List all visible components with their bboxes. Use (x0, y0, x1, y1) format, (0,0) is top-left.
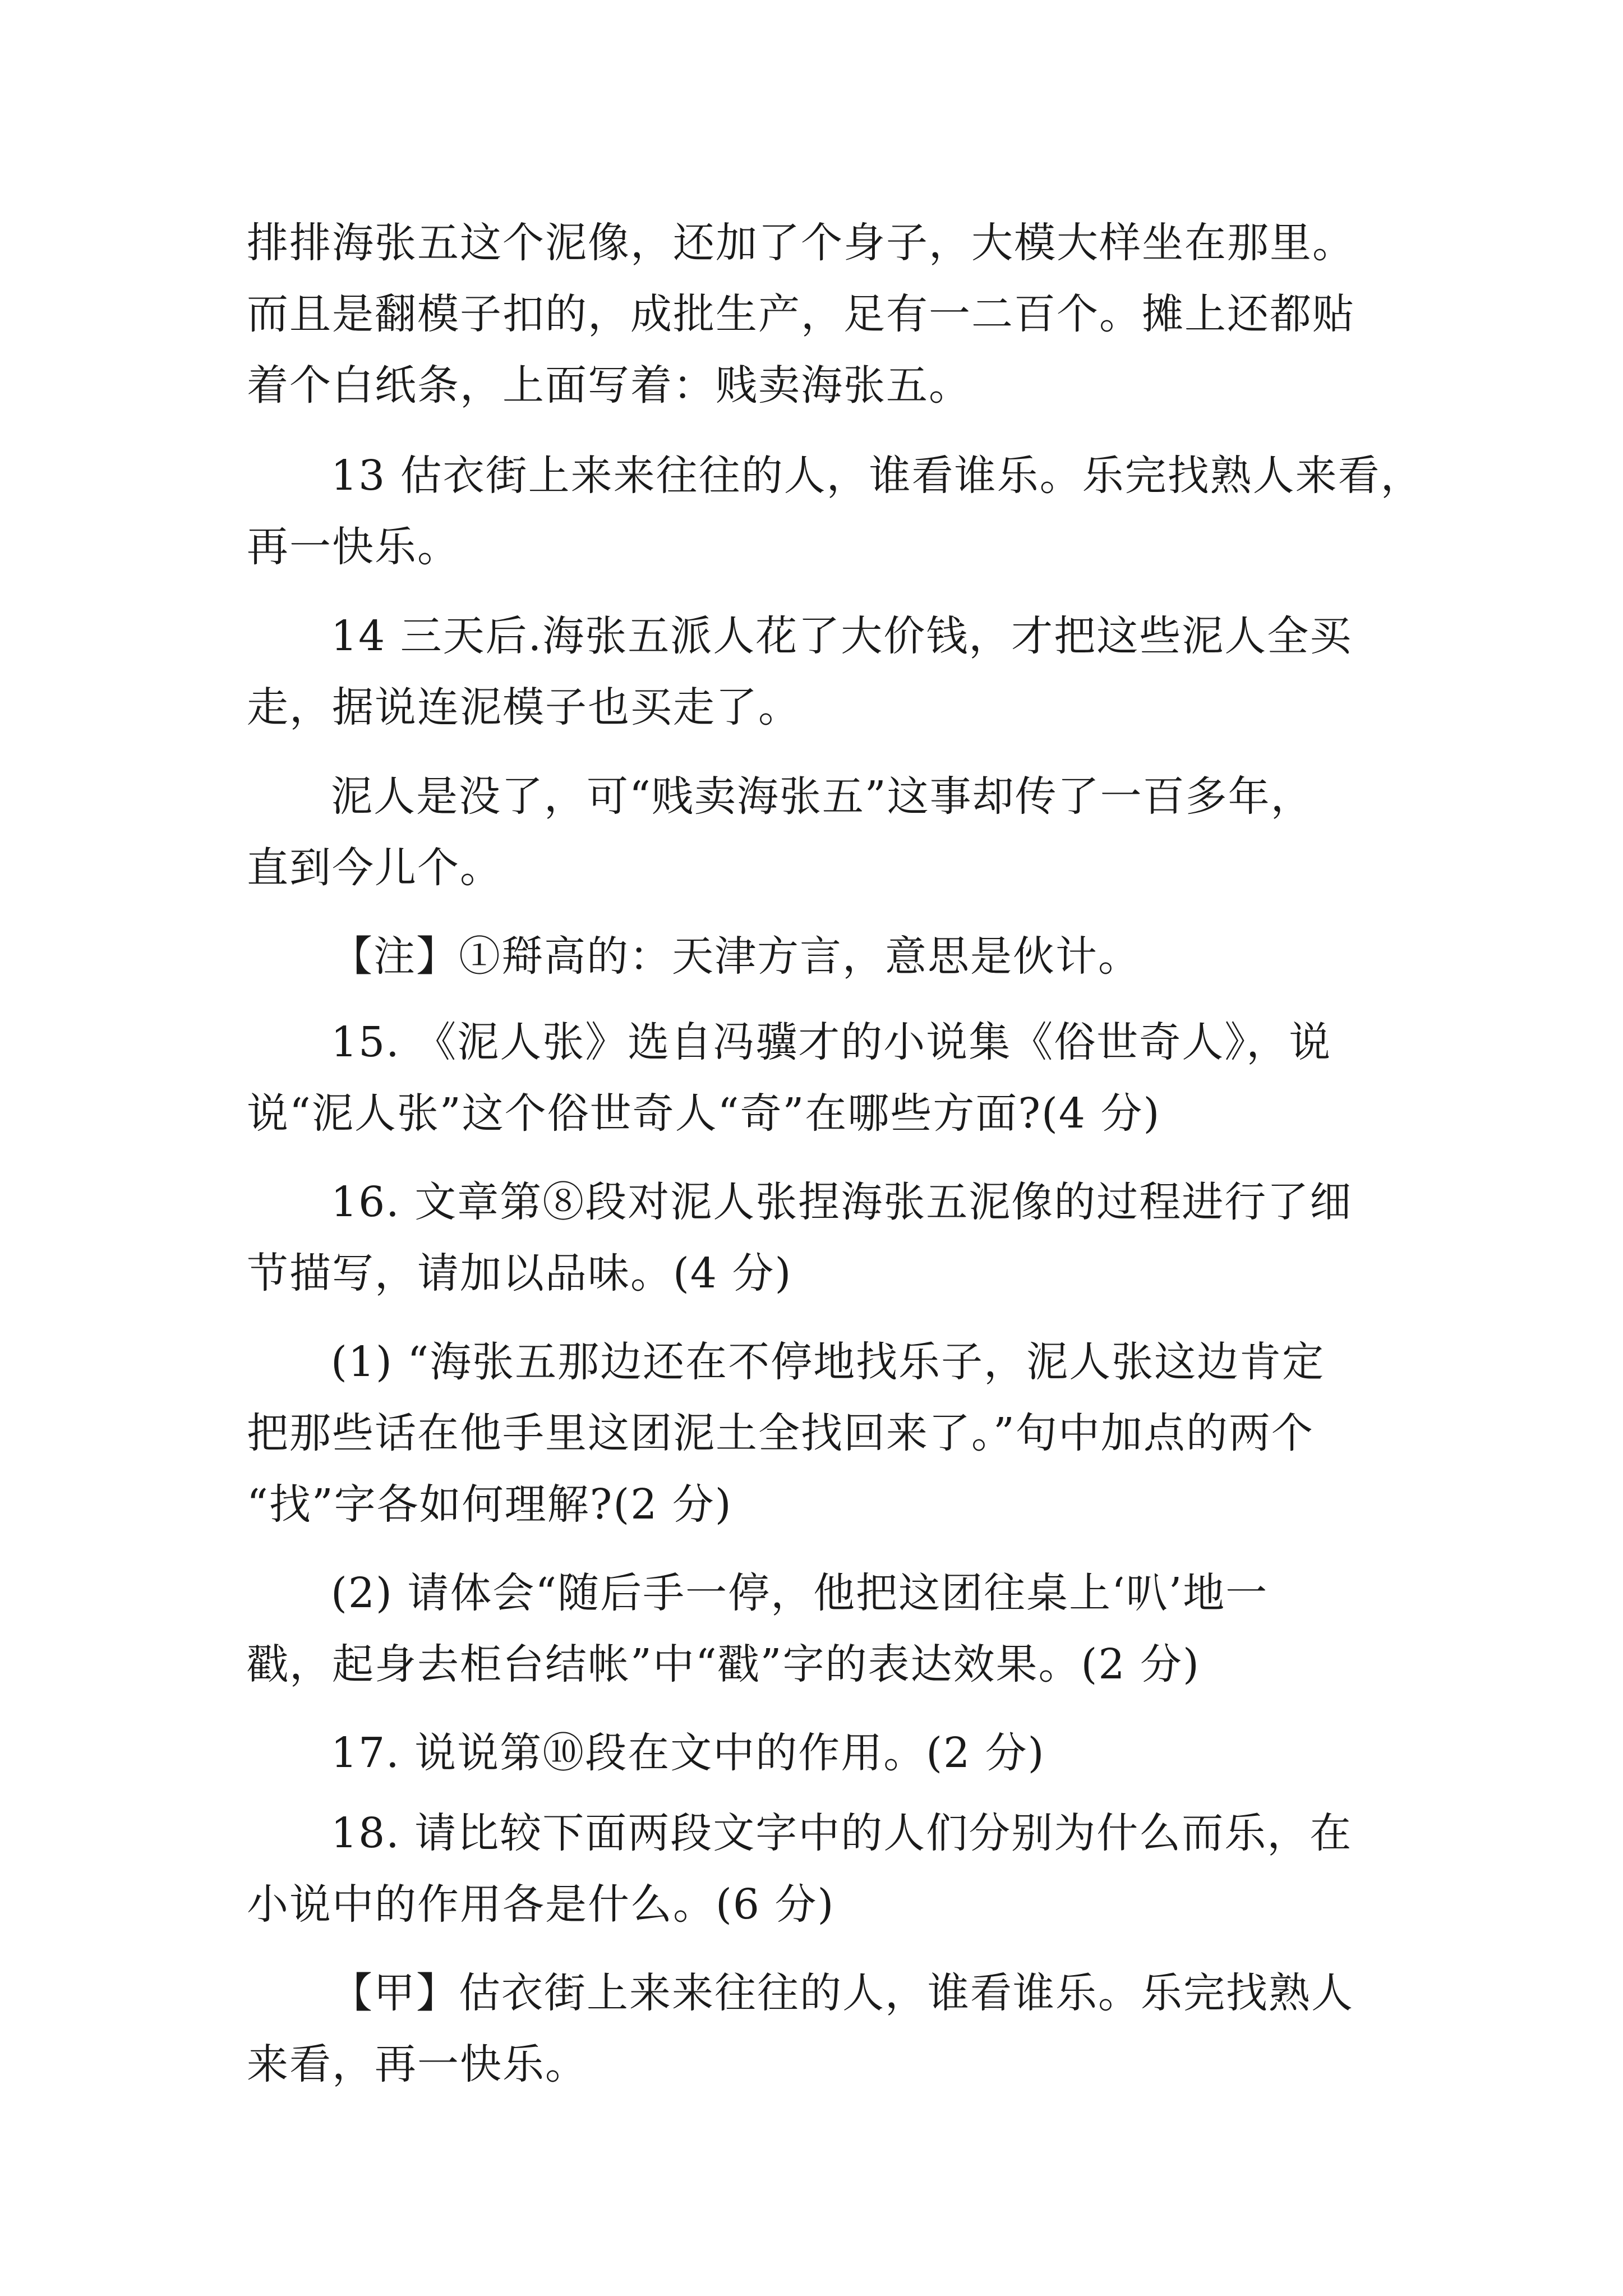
text-line: 再一快乐。 (247, 523, 460, 571)
excerpt-jia: 【甲】估衣街上来来往往的人，谁看谁乐。乐完找熟人 (331, 1969, 1354, 2017)
question-16: 16. 文章第⑧段对泥人张捏海张五泥像的过程进行了细 (331, 1178, 1353, 1226)
text-line: 说“泥人张”这个俗世奇人“奇”在哪些方面?(4 分) (247, 1089, 1161, 1138)
text-line: 节描写，请加以品味。(4 分) (247, 1249, 792, 1297)
text-line: 着个白纸条，上面写着：贱卖海张五。 (247, 361, 971, 409)
text-line: 来看，再一快乐。 (247, 2040, 588, 2088)
paragraph-14-start: 14 三天后.海张五派人花了大价钱，才把这些泥人全买 (331, 612, 1353, 660)
text-line: 小说中的作用各是什么。(6 分) (247, 1880, 835, 1929)
question-18: 18. 请比较下面两段文字中的人们分别为什么而乐，在 (331, 1809, 1353, 1857)
text-line: 直到今儿个。 (247, 844, 502, 892)
paragraph-13-start: 13 估衣街上来来往往的人，谁看谁乐。乐完找熟人来看， (331, 452, 1423, 500)
text-line: 把那些话在他手里这团泥土全找回来了。”句中加点的两个 (247, 1409, 1314, 1457)
footnote: 【注】①搿高的：天津方言，意思是伙计。 (331, 932, 1141, 981)
question-16-part-2: (2) 请体会“随后手一停，他把这团往桌上‘叭’地一 (331, 1569, 1269, 1617)
question-16-part-1: (1) “海张五那边还在不停地找乐子，泥人张这边肯定 (331, 1338, 1325, 1386)
text-line: “找”字各如何理解?(2 分) (247, 1480, 732, 1529)
text-line: 戳，起身去柜台结帐”中“戳”字的表达效果。(2 分) (247, 1640, 1200, 1688)
question-15: 15. 《泥人张》选自冯骥才的小说集《俗世奇人》，说 (331, 1018, 1332, 1066)
text-line: 走，据说连泥模子也买走了。 (247, 683, 801, 731)
paragraph-start: 泥人是没了，可“贱卖海张五”这事却传了一百多年， (331, 772, 1313, 821)
question-17: 17. 说说第⑩段在文中的作用。(2 分) (331, 1729, 1045, 1777)
text-line: 排排海张五这个泥像，还加了个身子，大模大样坐在那里。 (247, 219, 1355, 267)
text-line: 而且是翻模子扣的，成批生产，足有一二百个。摊上还都贴 (247, 290, 1355, 338)
